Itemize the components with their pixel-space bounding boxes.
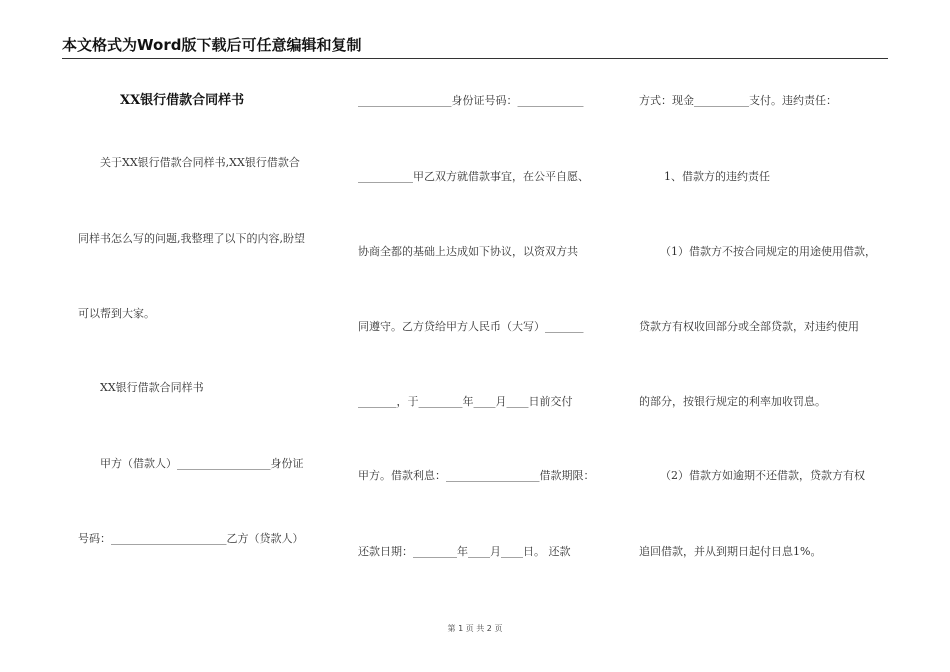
- paragraph-line: _______，于________年____月____日前交付: [358, 395, 573, 408]
- paragraph-line: _________________身份证号码：____________: [358, 94, 584, 107]
- paragraph-line: __________甲乙双方就借款事宜，在公平自愿、: [358, 170, 589, 183]
- paragraph-line: 方式：现金__________支付。违约责任：: [639, 94, 837, 107]
- page-number: 第 1 页 共 2 页: [447, 624, 503, 633]
- paragraph-line: 的部分，按银行规定的利率加收罚息。: [639, 395, 826, 408]
- paragraph-line: （1）借款方不按合同规定的用途使用借款，: [660, 245, 876, 258]
- paragraph-line: 同遵守。乙方贷给甲方人民币（大写）_______: [358, 320, 584, 333]
- paragraph-line: 关于XX银行借款合同样书,XX银行借款合: [100, 156, 300, 169]
- paragraph-line: 贷款方有权收回部分或全部贷款，对违约使用: [639, 320, 859, 333]
- paragraph-line: 协商全都的基础上达成如下协议，以资双方共: [358, 245, 578, 258]
- paragraph-line: 同样书怎么写的问题,我整理了以下的内容,盼望: [78, 232, 305, 245]
- section-heading: XX银行借款合同样书: [100, 381, 204, 394]
- paragraph-line: 可以帮到大家。: [78, 307, 155, 320]
- paragraph-line: 1、借款方的违约责任: [664, 170, 770, 183]
- document-title: XX银行借款合同样书: [120, 93, 245, 108]
- paragraph-line: 甲方（借款人）_________________身份证: [100, 457, 304, 470]
- paragraph-line: 追回借款，并从到期日起付日息1%。: [639, 545, 822, 558]
- paragraph-line: 甲方。借款利息：_________________借款期限：: [358, 469, 595, 482]
- document-header: 本文格式为Word版下载后可任意编辑和复制: [62, 34, 888, 59]
- paragraph-line: 还款日期：________年____月____日。 还款: [358, 545, 571, 558]
- paragraph-line: 号码：_____________________乙方（贷款人）: [78, 532, 304, 545]
- paragraph-line: （2）借款方如逾期不还借款，贷款方有权: [660, 469, 865, 482]
